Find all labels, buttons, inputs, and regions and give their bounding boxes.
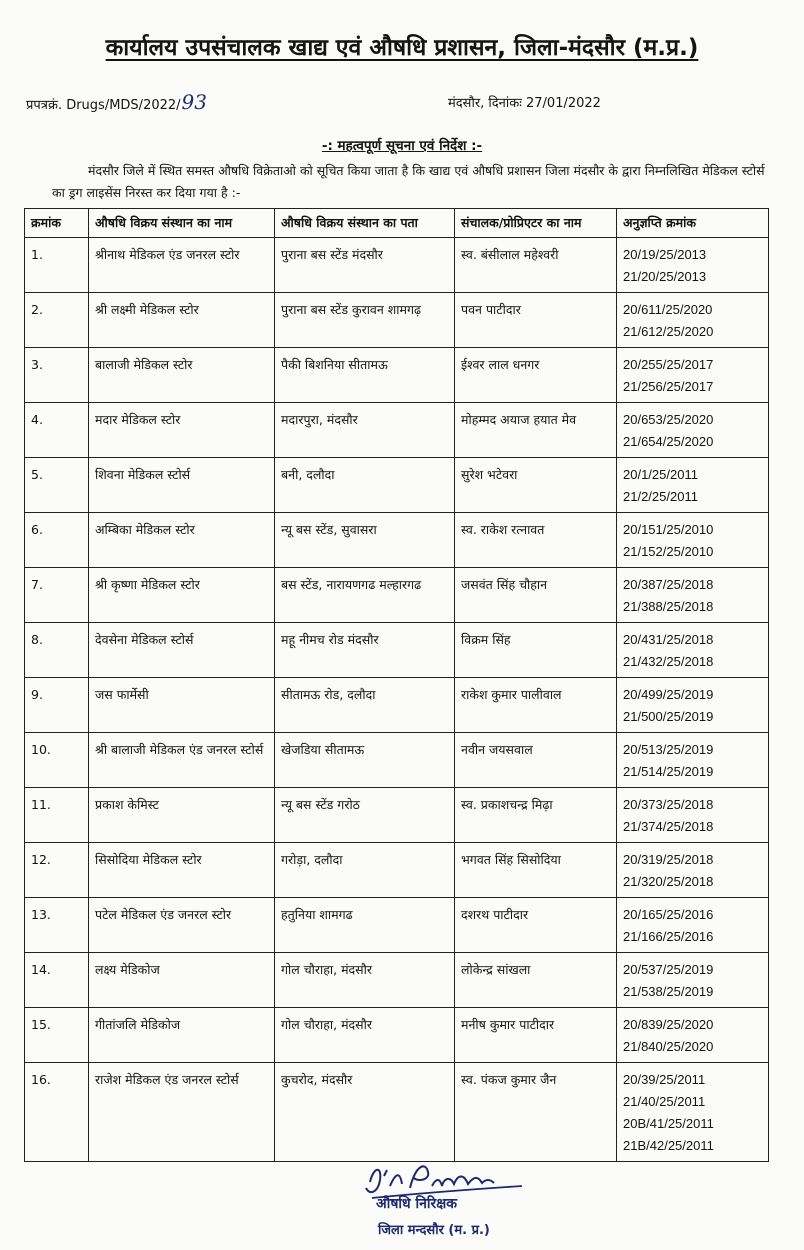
row-license-numbers [617, 513, 769, 568]
license-number: 21/166/25/2016 [623, 929, 714, 944]
row-store-name: गीतांजलि मेडिकोज [89, 1008, 275, 1063]
row-serial: 6. [25, 513, 89, 568]
license-number: 20/513/25/2019 [623, 742, 714, 757]
license-number: 20/19/25/2013 [623, 247, 707, 262]
license-number: 21/2/25/2011 [623, 489, 698, 504]
signatory-designation: औषधि निरिक्षक [376, 1196, 458, 1212]
row-license-numbers [617, 238, 769, 293]
table-row [25, 788, 769, 843]
row-proprietor: राकेश कुमार पालीवाल [455, 678, 617, 733]
license-number: 20/319/25/2018 [623, 852, 714, 867]
table-row [25, 238, 769, 293]
table-row [25, 293, 769, 348]
license-number: 21/432/25/2018 [623, 654, 714, 669]
row-store-address: न्यू बस स्टेंड गरोठ [275, 788, 455, 843]
row-store-address: बस स्टेंड, नारायणगढ मल्हारगढ [275, 568, 455, 623]
row-store-name: प्रकाश केमिस्ट [89, 788, 275, 843]
issue-date: मंदसौर, दिनांकः 27/01/2022 [448, 96, 601, 111]
row-serial: 7. [25, 568, 89, 623]
row-store-name: श्री कृष्णा मेडिकल स्टोर [89, 568, 275, 623]
row-store-name: बालाजी मेडिकल स्टोर [89, 348, 275, 403]
office-title: कार्यालय उपसंचालक खाद्य एवं औषधि प्रशासन, जिला-मंदसौर (म.प्र.) [105, 35, 699, 61]
row-license-numbers [617, 568, 769, 623]
row-store-address: कुचरोद, मंदसौर [275, 1063, 455, 1162]
row-serial: 4. [25, 403, 89, 458]
row-store-address: हतुनिया शामगढ [275, 898, 455, 953]
row-store-address: गरोड़ा, दलौदा [275, 843, 455, 898]
row-store-address: मदारपुरा, मंदसौर [275, 403, 455, 458]
row-store-name: सिसोदिया मेडिकल स्टोर [89, 843, 275, 898]
table-row [25, 513, 769, 568]
license-number: 21B/42/25/2011 [623, 1138, 714, 1153]
license-number: 21/40/25/2011 [623, 1094, 706, 1109]
table-row [25, 348, 769, 403]
header-store-name: औषधि विक्रय संस्थान का नाम [89, 209, 275, 238]
row-proprietor: भगवत सिंह सिसोदिया [455, 843, 617, 898]
signature-block [352, 1158, 572, 1248]
table-row [25, 1008, 769, 1063]
license-number: 21/514/25/2019 [623, 764, 714, 779]
license-number: 20B/41/25/2011 [623, 1116, 714, 1131]
row-serial: 14. [25, 953, 89, 1008]
license-number: 20/1/25/2011 [623, 467, 698, 482]
table-row [25, 678, 769, 733]
row-store-name: देवसेना मेडिकल स्टोर्स [89, 623, 275, 678]
header-store-address: औषधि विक्रय संस्थान का पता [275, 209, 455, 238]
license-number: 21/538/25/2019 [623, 984, 714, 999]
row-proprietor: स्व. बंसीलाल महेश्वरी [455, 238, 617, 293]
table-row [25, 623, 769, 678]
license-number: 21/612/25/2020 [623, 324, 714, 339]
row-license-numbers [617, 788, 769, 843]
license-number: 20/611/25/2020 [623, 302, 713, 317]
license-number: 21/320/25/2018 [623, 874, 714, 889]
row-proprietor: सुरेश भटेवरा [455, 458, 617, 513]
row-serial: 3. [25, 348, 89, 403]
reference-prefix: प्रपत्रक्रं. Drugs/MDS/2022/ [26, 98, 181, 113]
row-proprietor: मनीष कुमार पाटीदार [455, 1008, 617, 1063]
row-license-numbers [617, 678, 769, 733]
license-number: 20/431/25/2018 [623, 632, 714, 647]
header-proprietor: संचालक/प्रोप्रिएटर का नाम [455, 209, 617, 238]
row-serial: 13. [25, 898, 89, 953]
row-proprietor: पवन पाटीदार [455, 293, 617, 348]
signatory-district: जिला मन्दसौर (म. प्र.) [378, 1223, 490, 1238]
row-store-address: न्यू बस स्टेंड, सुवासरा [275, 513, 455, 568]
row-proprietor: लोकेन्द्र सांखला [455, 953, 617, 1008]
table-row [25, 458, 769, 513]
notice-heading: -: महत्वपूर्ण सूचना एवं निर्देश :- [321, 138, 483, 154]
table-row [25, 733, 769, 788]
row-serial: 16. [25, 1063, 89, 1162]
license-number: 21/388/25/2018 [623, 599, 714, 614]
cancelled-licenses-table [24, 208, 769, 1162]
row-store-address: पुराना बस स्टेंड मंदसौर [275, 238, 455, 293]
row-serial: 2. [25, 293, 89, 348]
row-store-address: खेजडिया सीतामऊ [275, 733, 455, 788]
row-serial: 8. [25, 623, 89, 678]
license-number: 20/499/25/2019 [623, 687, 714, 702]
row-proprietor: स्व. राकेश रत्नावत [455, 513, 617, 568]
row-proprietor: मोहम्मद अयाज हयात मेव [455, 403, 617, 458]
license-number: 21/152/25/2010 [623, 544, 714, 559]
row-proprietor: विक्रम सिंह [455, 623, 617, 678]
row-proprietor: जसवंत सिंह चौहान [455, 568, 617, 623]
row-proprietor: ईश्वर लाल धनगर [455, 348, 617, 403]
row-store-name: अम्बिका मेडिकल स्टोर [89, 513, 275, 568]
row-store-address: गोल चौराहा, मंदसौर [275, 953, 455, 1008]
row-serial: 11. [25, 788, 89, 843]
notice-body: मंदसौर जिले में स्थित समस्त औषधि विक्रेताओ को सूचित किया जाता है कि खाद्य एवं औषधि प्रशासन जिला मंदसौर के द्वारा निम्नलिखित मेडिकल स्टोर्स का ड्रग लाइसेंस निरस्त कर दिया गया है :- [52, 163, 765, 200]
row-license-numbers [617, 953, 769, 1008]
row-proprietor: स्व. पंकज कुमार जैन [455, 1063, 617, 1162]
row-proprietor: स्व. प्रकाशचन्द्र मिढ़ा [455, 788, 617, 843]
table-row [25, 843, 769, 898]
row-store-address: पुराना बस स्टेंड कुरावन शामगढ़ [275, 293, 455, 348]
reference-handwritten-number: 93 [181, 90, 207, 114]
row-license-numbers [617, 458, 769, 513]
header-license-number: अनुज्ञप्ति क्रमांक [617, 209, 769, 238]
reference-number [26, 90, 207, 114]
row-store-address: महू नीमच रोड मंदसौर [275, 623, 455, 678]
table-row [25, 1063, 769, 1162]
row-store-address: बनी, दलौदा [275, 458, 455, 513]
row-store-address: सीतामऊ रोड, दलौदा [275, 678, 455, 733]
table-row [25, 403, 769, 458]
row-license-numbers [617, 348, 769, 403]
row-license-numbers [617, 403, 769, 458]
license-number: 21/840/25/2020 [623, 1039, 714, 1054]
license-number: 21/654/25/2020 [623, 434, 714, 449]
row-serial: 1. [25, 238, 89, 293]
license-number: 20/165/25/2016 [623, 907, 714, 922]
row-serial: 9. [25, 678, 89, 733]
row-license-numbers [617, 623, 769, 678]
row-store-name: जस फार्मेसी [89, 678, 275, 733]
row-proprietor: नवीन जयसवाल [455, 733, 617, 788]
row-license-numbers [617, 843, 769, 898]
row-license-numbers [617, 293, 769, 348]
license-number: 20/39/25/2011 [623, 1072, 706, 1087]
license-number: 20/839/25/2020 [623, 1017, 714, 1032]
row-store-name: लक्ष्य मेडिकोज [89, 953, 275, 1008]
license-number: 20/387/25/2018 [623, 577, 714, 592]
row-proprietor: दशरथ पाटीदार [455, 898, 617, 953]
row-serial: 5. [25, 458, 89, 513]
license-number: 21/256/25/2017 [623, 379, 714, 394]
header-serial: क्रमांक [25, 209, 89, 238]
table-row [25, 898, 769, 953]
row-store-name: पटेल मेडिकल एंड जनरल स्टोर [89, 898, 275, 953]
row-store-name: श्रीनाथ मेडिकल एंड जनरल स्टोर [89, 238, 275, 293]
row-store-address: पैकी बिशनिया सीतामऊ [275, 348, 455, 403]
row-serial: 10. [25, 733, 89, 788]
row-serial: 12. [25, 843, 89, 898]
table-row [25, 953, 769, 1008]
row-license-numbers [617, 1063, 769, 1162]
row-license-numbers [617, 733, 769, 788]
row-store-address: गोल चौराहा, मंदसौर [275, 1008, 455, 1063]
row-license-numbers [617, 1008, 769, 1063]
table-header-row [25, 209, 769, 238]
license-number: 20/537/25/2019 [623, 962, 714, 977]
row-store-name: मदार मेडिकल स्टोर [89, 403, 275, 458]
license-number: 20/255/25/2017 [623, 357, 714, 372]
license-number: 20/373/25/2018 [623, 797, 714, 812]
row-store-name: राजेश मेडिकल एंड जनरल स्टोर्स [89, 1063, 275, 1162]
row-store-name: श्री लक्ष्मी मेडिकल स्टोर [89, 293, 275, 348]
row-store-name: शिवना मेडिकल स्टोर्स [89, 458, 275, 513]
row-license-numbers [617, 898, 769, 953]
license-number: 21/500/25/2019 [623, 709, 714, 724]
license-number: 20/151/25/2010 [623, 522, 714, 537]
table-row [25, 568, 769, 623]
license-number: 21/20/25/2013 [623, 269, 707, 284]
row-store-name: श्री बालाजी मेडिकल एंड जनरल स्टोर्स [89, 733, 275, 788]
row-serial: 15. [25, 1008, 89, 1063]
license-number: 21/374/25/2018 [623, 819, 714, 834]
license-number: 20/653/25/2020 [623, 412, 714, 427]
